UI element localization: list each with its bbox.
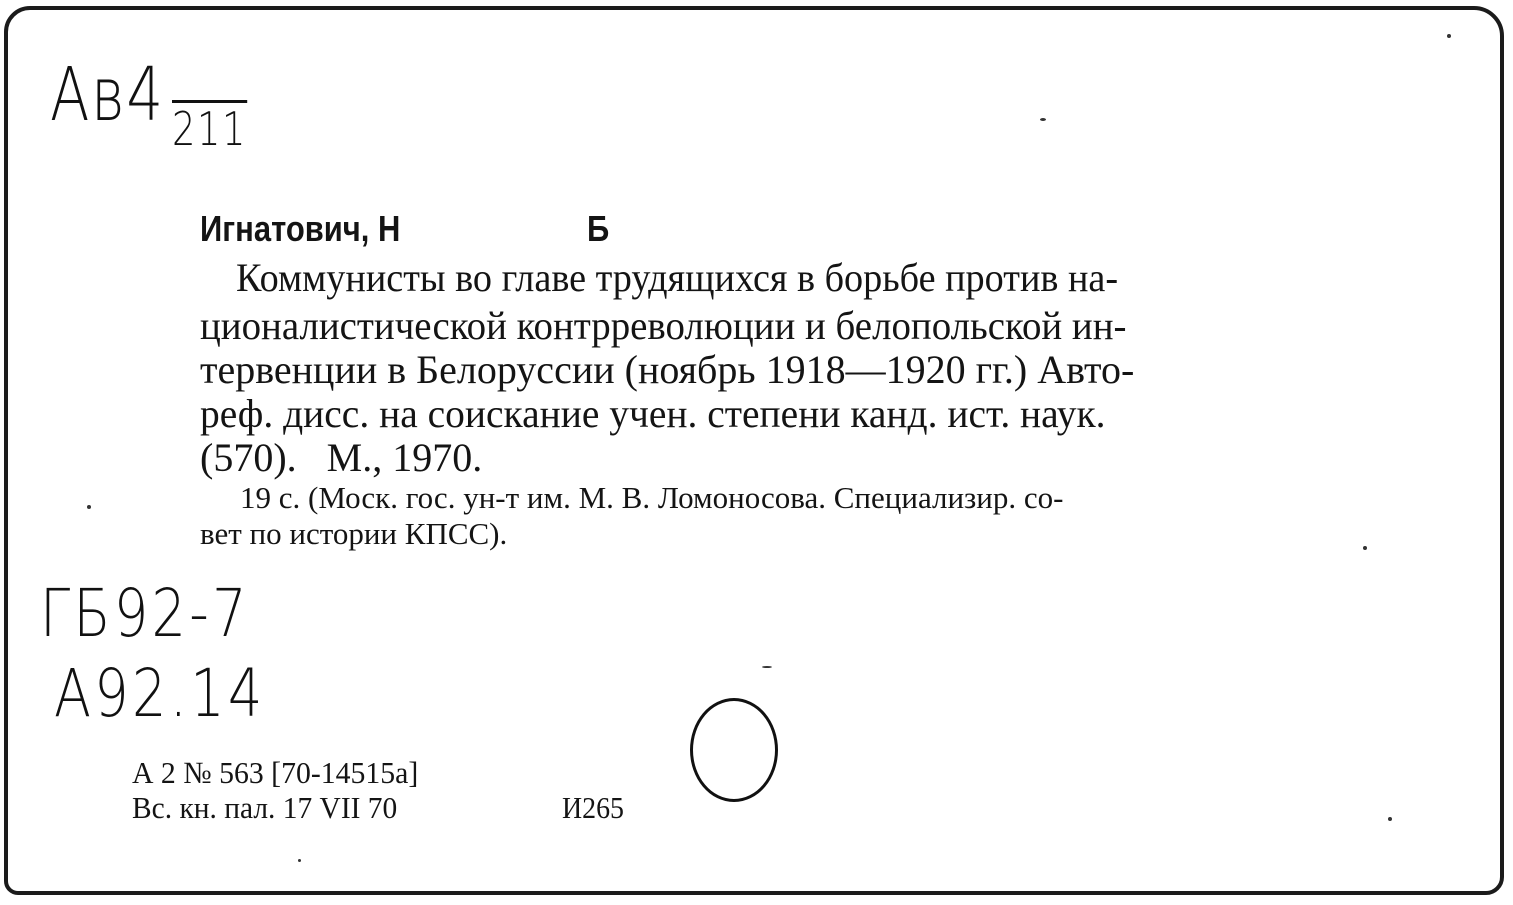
title-line-4: реф. дисс. на соискание учен. степени канд. ист. наук. [200, 391, 1106, 436]
imprint-line-2: Вс. кн. пал. 17 VII 70 [132, 790, 398, 825]
title-line-1: Коммунисты во главе трудящихся в борьбе против на- [236, 255, 1119, 300]
title-line-5: (570). М., 1970. [200, 435, 483, 480]
shelfmark-handwritten: Ав4 [50, 52, 165, 138]
handwritten-code-1: ГБ92-7 [40, 575, 250, 652]
scan-speck [87, 505, 91, 509]
scan-speck [1363, 546, 1367, 550]
author-initial: Б [587, 208, 610, 249]
shelfmark-fraction: 211 [172, 102, 248, 156]
imprint-line-1: А 2 № 563 [70-14515а] [132, 755, 419, 790]
card-hole [690, 698, 778, 802]
author-heading [200, 208, 610, 250]
description-line-1: 19 с. (Моск. гос. ун-т им. М. В. Ломоносова. Специализир. со- [240, 480, 1064, 515]
title-line-2: ционалистической контрреволюции и белопольской ин- [200, 303, 1127, 348]
author-name: Игнатович, Н [200, 208, 401, 249]
title-line-3: тервенции в Белоруссии (ноябрь 1918—1920 гг.) Авто- [200, 347, 1135, 392]
handwritten-code-2: А92.14 [54, 655, 266, 732]
description-line-2: вет по истории КПСС). [200, 516, 508, 551]
scan-speck [1040, 118, 1046, 121]
scan-speck [298, 859, 301, 862]
imprint-number: И265 [562, 790, 625, 825]
scan-speck [1447, 34, 1451, 38]
scan-speck [762, 666, 772, 668]
scan-speck [1388, 817, 1392, 821]
